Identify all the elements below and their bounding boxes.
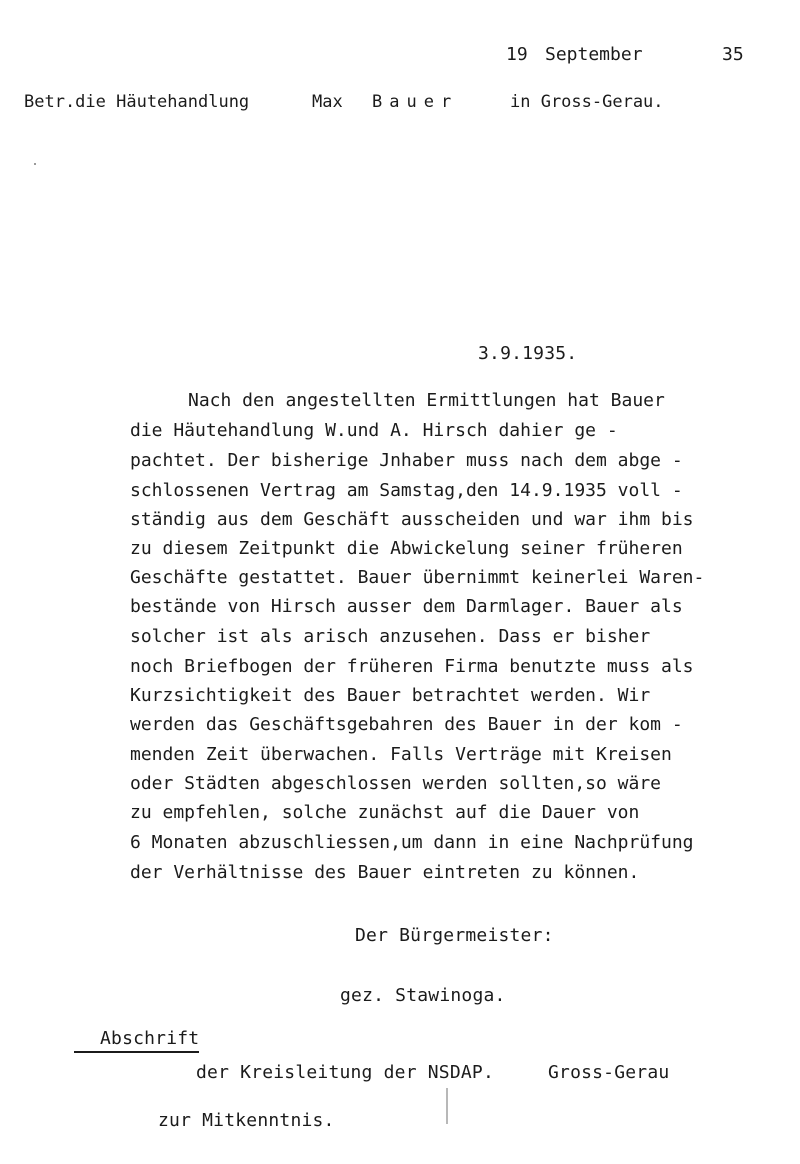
body-line: oder Städten abgeschlossen werden sollten,so wäre: [130, 773, 662, 794]
body-line: ständig aus dem Geschäft ausscheiden und war ihm bis: [130, 509, 694, 530]
body-line: Geschäfte gestattet. Bauer übernimmt keinerlei Waren-: [130, 567, 705, 588]
body-line: zu empfehlen, solche zunächst auf die Dauer von: [130, 802, 640, 823]
body-line: menden Zeit überwachen. Falls Verträge mit Kreisen: [130, 744, 672, 765]
copy-label: Abschrift: [74, 1028, 199, 1053]
header-date-day: 19: [506, 44, 528, 65]
subject-suffix: in Gross-Gerau.: [510, 92, 664, 112]
signature-name: gez. Stawinoga.: [340, 985, 506, 1006]
body-line: zu diesem Zeitpunkt die Abwickelung seiner früheren: [130, 538, 683, 559]
body-line: Nach den angestellten Ermittlungen hat Bauer: [188, 390, 665, 411]
body-line: noch Briefbogen der früheren Firma benutzte muss als: [130, 656, 694, 677]
subject-prefix: Betr.die Häutehandlung: [24, 92, 250, 112]
letter-date: 3.9.1935.: [478, 343, 578, 364]
body-line: pachtet. Der bisherige Jnhaber muss nach dem abge -: [130, 450, 683, 471]
body-line: 6 Monaten abzuschliessen,um dann in eine Nachprüfung: [130, 832, 694, 853]
body-line: bestände von Hirsch ausser dem Darmlager. Bauer als: [130, 596, 683, 617]
body-line: werden das Geschäftsgebahren des Bauer in der kom -: [130, 714, 683, 735]
copy-purpose: zur Mitkenntnis.: [158, 1110, 335, 1131]
body-line: Kurzsichtigkeit des Bauer betrachtet werden. Wir: [130, 685, 651, 706]
paper-speck: [34, 163, 36, 165]
body-line: schlossenen Vertrag am Samstag,den 14.9.1935 voll -: [130, 480, 683, 501]
subject-first-name: Max: [312, 92, 343, 112]
header-year: 35: [722, 44, 744, 65]
body-line: der Verhältnisse des Bauer eintreten zu können.: [130, 862, 640, 883]
subject-surname: Bauer: [372, 92, 459, 112]
signature-title: Der Bürgermeister:: [355, 925, 554, 946]
body-line: die Häutehandlung W.und A. Hirsch dahier ge -: [130, 420, 618, 441]
header-date-month: September: [545, 44, 643, 65]
copy-recipient: der Kreisleitung der NSDAP.: [196, 1062, 494, 1083]
body-line: solcher ist als arisch anzusehen. Dass er bisher: [130, 626, 651, 647]
copy-recipient-place: Gross-Gerau: [548, 1062, 670, 1083]
stray-pen-mark: [446, 1088, 448, 1124]
